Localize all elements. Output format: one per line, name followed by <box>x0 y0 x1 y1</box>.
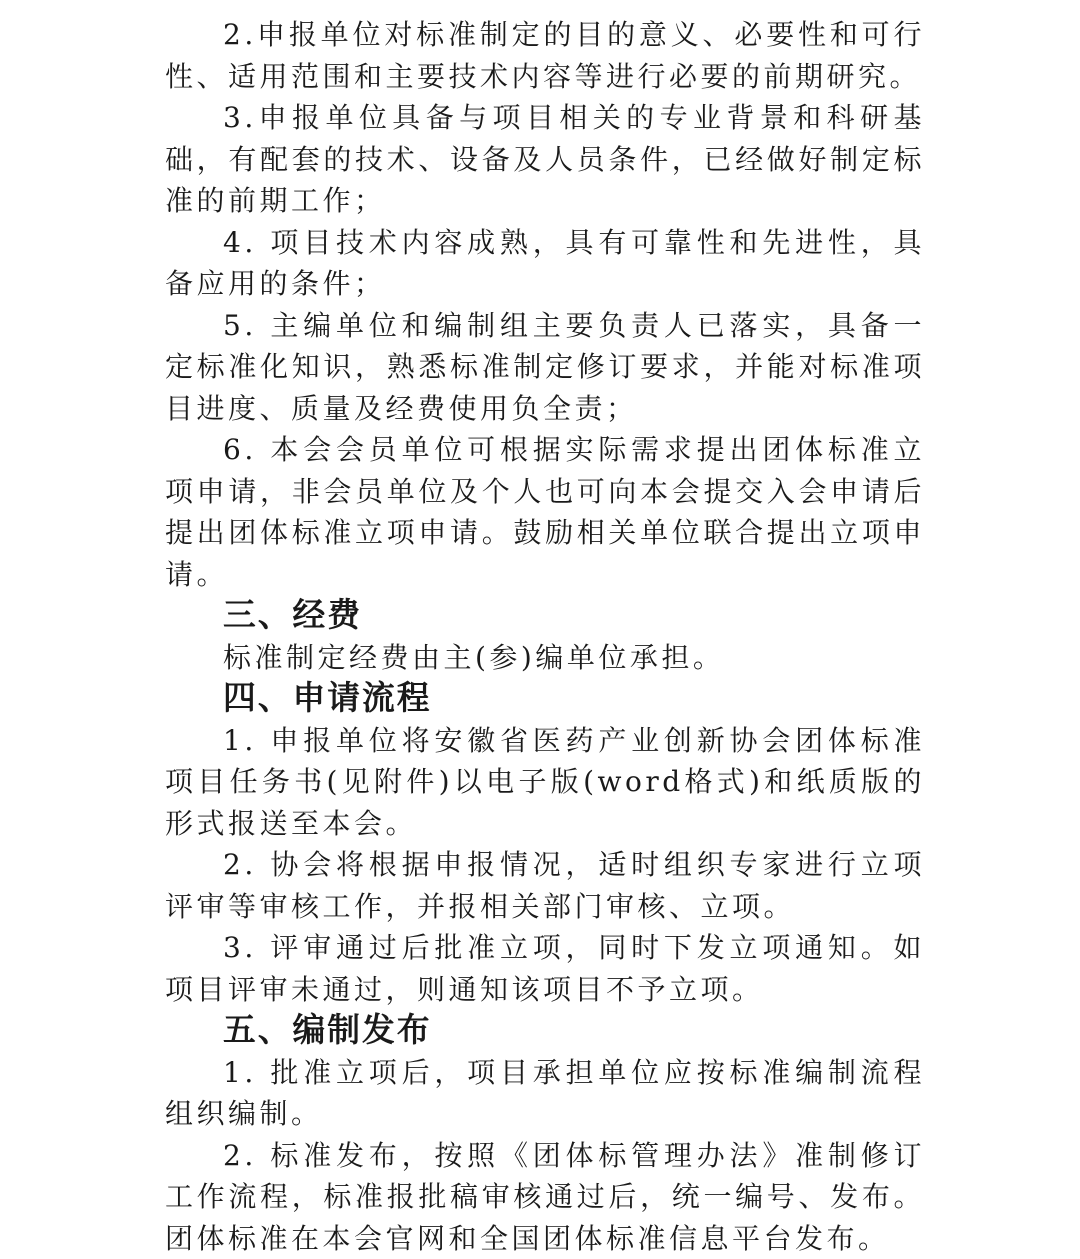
paragraph-release-1: 1. 批准立项后，项目承担单位应按标准编制流程组织编制。 <box>165 1052 925 1135</box>
paragraph-process-2: 2. 协会将根据申报情况，适时组织专家进行立项评审等审核工作，并报相关部门审核、立项。 <box>165 844 925 927</box>
paragraph-process-1: 1. 申报单位将安徽省医药产业创新协会团体标准项目任务书(见附件)以电子版(word格式)和纸质版的形式报送至本会。 <box>165 720 925 845</box>
paragraph-item-4: 4. 项目技术内容成熟，具有可靠性和先进性，具备应用的条件； <box>165 222 925 305</box>
document-body <box>165 14 925 1259</box>
section-heading-funding: 三、经费 <box>165 595 925 637</box>
paragraph-release-2: 2. 标准发布，按照《团体标管理办法》准制修订工作流程，标准报批稿审核通过后，统一编号、发布。团体标准在本会官网和全国团体标准信息平台发布。 <box>165 1135 925 1259</box>
section-heading-compilation-release: 五、编制发布 <box>165 1010 925 1052</box>
paragraph-item-6: 6. 本会会员单位可根据实际需求提出团体标准立项申请，非会员单位及个人也可向本会提交入会申请后提出团体标准立项申请。鼓励相关单位联合提出立项申请。 <box>165 429 925 595</box>
section-heading-application-process: 四、申请流程 <box>165 678 925 720</box>
paragraph-item-5: 5. 主编单位和编制组主要负责人已落实，具备一定标准化知识，熟悉标准制定修订要求，并能对标准项目进度、质量及经费使用负全责； <box>165 305 925 430</box>
paragraph-funding: 标准制定经费由主(参)编单位承担。 <box>165 637 925 679</box>
paragraph-process-3: 3. 评审通过后批准立项，同时下发立项通知。如项目评审未通过，则通知该项目不予立项。 <box>165 927 925 1010</box>
paragraph-item-2: 2.申报单位对标准制定的目的意义、必要性和可行性、适用范围和主要技术内容等进行必要的前期研究。 <box>165 14 925 97</box>
paragraph-item-3: 3.申报单位具备与项目相关的专业背景和科研基础，有配套的技术、设备及人员条件，已经做好制定标准的前期工作； <box>165 97 925 222</box>
